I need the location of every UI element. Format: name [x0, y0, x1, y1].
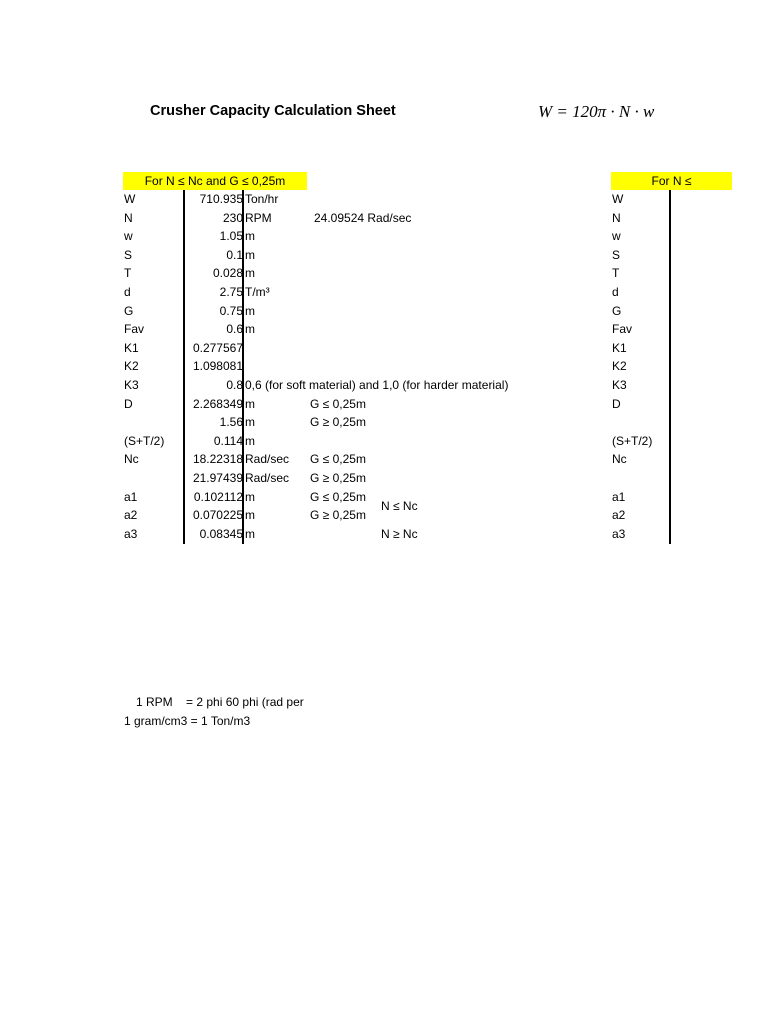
right-row-label: W [612, 192, 624, 206]
row-value: 0.8 [226, 378, 243, 392]
density-conversion-note: 1 gram/cm3 = 1 Ton/m3 [124, 714, 251, 728]
row-condition: G ≤ 0,25m [310, 489, 366, 504]
row-label: K1 [124, 340, 139, 355]
row-label: d [124, 285, 131, 299]
row-label: S [124, 247, 133, 262]
row-value: 710.935 [199, 192, 243, 206]
right-row-label: K2 [612, 359, 627, 374]
row-condition: G ≤ 0,25m [310, 396, 366, 411]
right-row-label: D [612, 396, 621, 411]
rpm-conversion-note: 1 RPM = 2 phi 60 phi (rad per [136, 695, 304, 709]
row-condition: G ≤ 0,25m [310, 452, 366, 467]
row-condition: G ≥ 0,25m [310, 471, 366, 485]
right-row-label: a3 [612, 526, 626, 541]
row-value: 0.028 [212, 266, 243, 281]
row-unit: RPM [245, 210, 272, 225]
row-value: 0.08345 [199, 526, 243, 541]
row-value: 1.56 [219, 415, 243, 430]
row-unit: Rad/sec [245, 452, 290, 467]
row-value: 18.22318 [192, 452, 243, 467]
row-unit: m [245, 266, 255, 281]
row-unit: T/m³ [245, 285, 270, 299]
right-row-label: a1 [612, 489, 626, 504]
row-unit: m [245, 526, 255, 541]
row-label: a1 [124, 489, 138, 504]
row-unit: m [245, 508, 255, 523]
row-value: 0.75 [219, 303, 243, 318]
row-label: (S+T/2) [124, 433, 165, 448]
row-value: 2.268349 [192, 396, 243, 411]
row-label: N [124, 210, 133, 225]
right-row-label: G [612, 303, 622, 318]
rad-sec-conversion: 24.09524 Rad/sec [314, 210, 412, 225]
right-row-label: T [612, 266, 620, 281]
row-label: K3 [124, 378, 139, 392]
right-row-label: a2 [612, 508, 626, 523]
row-unit: m [245, 415, 255, 430]
row-label: a2 [124, 508, 138, 523]
row-label: a3 [124, 526, 138, 541]
row-label: W [124, 192, 136, 206]
row-value: 230 [222, 210, 243, 225]
right-section-header: For N ≤ [611, 172, 732, 190]
left-section-header: For N ≤ Nc and G ≤ 0,25m [123, 172, 307, 190]
row-value: 0.114 [213, 433, 243, 448]
right-row-label: Fav [612, 322, 633, 337]
row-condition: G ≥ 0,25m [310, 508, 366, 523]
right-row-label: Nc [612, 452, 627, 467]
row-label: G [124, 303, 134, 318]
row-unit: m [245, 322, 255, 337]
row-value: 1.098081 [192, 359, 243, 374]
right-row-label: S [612, 247, 621, 262]
row-unit: m [245, 247, 255, 262]
row-label: D [124, 396, 133, 411]
row-value: 0.102112 [193, 489, 243, 504]
right-row-label: (S+T/2) [612, 433, 653, 448]
row-label: Fav [124, 322, 145, 337]
right-label-border [669, 190, 671, 544]
condition-n-le-nc: N ≤ Nc [381, 498, 418, 513]
row-unit: m [245, 303, 255, 318]
row-value: 2.75 [219, 285, 243, 299]
row-label: K2 [124, 359, 139, 374]
row-unit: Ton/hr [245, 192, 279, 206]
right-row-label: K1 [612, 340, 627, 355]
row-label: w [124, 229, 133, 244]
row-unit: m [245, 489, 255, 504]
row-unit: Rad/sec [245, 471, 290, 485]
capacity-formula: W = 120π · N · w [538, 102, 655, 121]
row-condition: G ≥ 0,25m [310, 415, 366, 430]
row-value: 0.277567 [192, 340, 243, 355]
page-title: Crusher Capacity Calculation Sheet [150, 103, 396, 119]
condition-n-ge-nc: N ≥ Nc [381, 526, 418, 541]
row-unit: m [245, 396, 255, 411]
k3-material-note: 0,6 (for soft material) and 1,0 (for harder material) [245, 378, 509, 392]
row-value: 0.070225 [192, 508, 243, 523]
row-unit: m [245, 433, 255, 448]
row-value: 21.97439 [192, 471, 243, 485]
row-label: Nc [124, 452, 139, 467]
right-row-label: w [612, 229, 621, 244]
right-row-label: K3 [612, 378, 627, 392]
right-row-label: N [612, 210, 621, 225]
row-label: T [124, 266, 132, 281]
row-value: 1.05 [219, 229, 243, 244]
row-value: 0.6 [226, 322, 243, 337]
right-row-label: d [612, 285, 619, 299]
row-unit: m [245, 229, 255, 244]
row-value: 0.1 [226, 247, 243, 262]
